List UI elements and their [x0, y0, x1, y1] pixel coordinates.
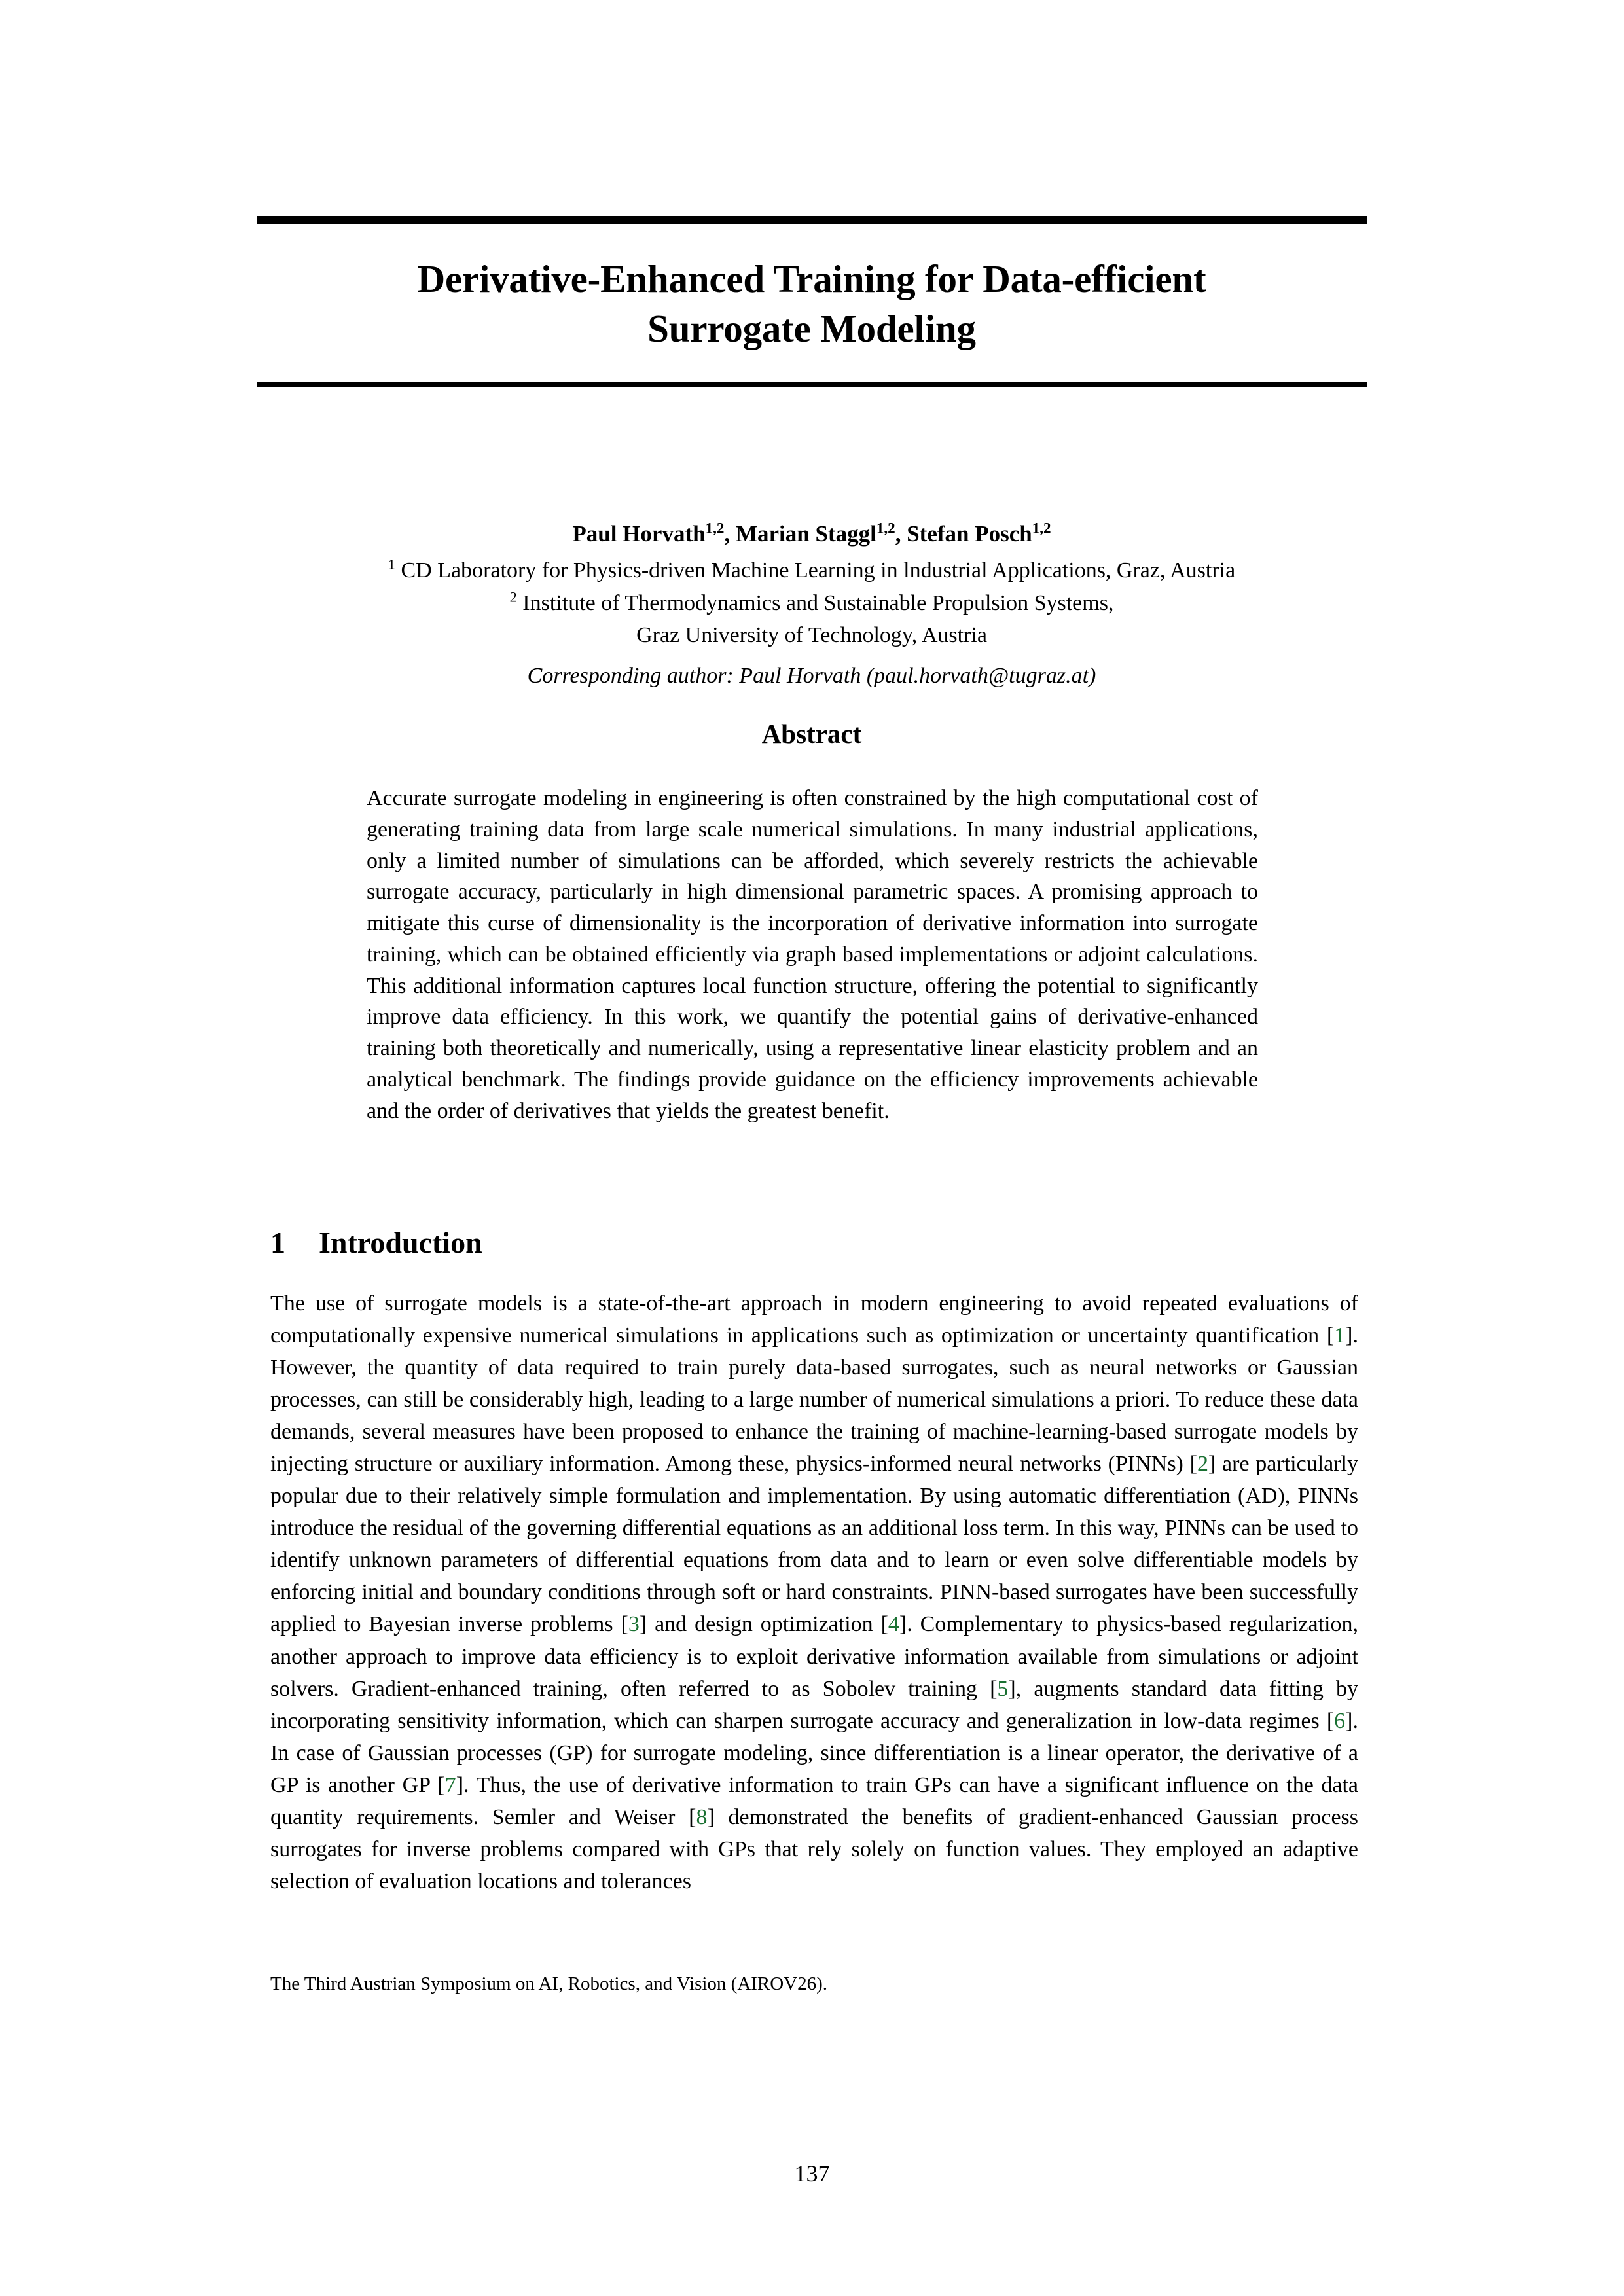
intro-text-d: ] and design optimization [: [639, 1612, 888, 1637]
author-name-3: Stefan Posch: [907, 521, 1032, 547]
citation-link-8[interactable]: 8: [696, 1804, 708, 1829]
author-sep-2: ,: [895, 521, 907, 547]
affiliation-3: [257, 619, 1367, 652]
section-heading-introduction: [270, 1225, 482, 1260]
title-block: [257, 216, 1367, 387]
corresponding-author: Corresponding author: Paul Horvath (paul.horvath@tugraz.at): [527, 663, 1096, 688]
citation-link-4[interactable]: 4: [888, 1612, 899, 1637]
citation-link-5[interactable]: 5: [997, 1676, 1009, 1701]
authors-block: [257, 517, 1367, 692]
top-rule-thick: [257, 216, 1367, 224]
intro-text-g: ]. In case of Gaussian processes (GP) for surrogate modeling, since differentiation is a linear operator, the derivative of a GP is another GP [: [270, 1708, 1358, 1797]
abstract-heading: Abstract: [761, 719, 862, 749]
abstract-body: Accurate surrogate modeling in engineering is often constrained by the high computational cost of generating training data from large scale numerical simulations. In many industrial applications, only a limited number of simulations can be afforded, which severely restricts the achievable surrogate accuracy, particularly in high dimensional parametric spaces. A promising approach to mitigate this curse of dimensionality is the incorporation of derivative information into surrogate training, which can be obtained efficiently via graph based implementations or adjoint calculations. This additional information captures local function structure, offering the potential to significantly improve data efficiency. In this work, we quantify the potential gains of derivative-enhanced training both theoretically and numerically, using a representative linear elasticity problem and an analytical benchmark. The findings provide guidance on the efficiency improvements achievable and the order of derivatives that yields the greatest benefit.: [367, 786, 1258, 1123]
citation-link-2[interactable]: 2: [1197, 1452, 1208, 1477]
title-rule-thin: [257, 382, 1367, 387]
author-name-1: Paul Horvath: [572, 521, 706, 547]
citation-link-6[interactable]: 6: [1334, 1708, 1346, 1733]
intro-text-a: The use of surrogate models is a state-of-the-art approach in modern engineering to avoid repeated evaluations of computationally expensive numerical simulations in applications such as optimization or uncertainty quantification [: [270, 1291, 1358, 1348]
citation-link-1[interactable]: 1: [1334, 1323, 1346, 1348]
citation-link-7[interactable]: 7: [444, 1772, 456, 1797]
intro-text-i: ] demonstrated the benefits of gradient-enhanced Gaussian process surrogates for inverse problems compared with GPs that rely solely on function values. They employed an adaptive selection of evaluation locations and tolerances: [270, 1804, 1358, 1893]
intro-text-b: ]. However, the quantity of data required to train purely data-based surrogates, such as neural networks or Gaussian processes, can still be considerably high, leading to a large number of numerical simulations a priori. To reduce these data demands, several measures have been proposed to enhance the training of machine-learning-based surrogate models by injecting structure or auxiliary information. Among these, physics-informed neural networks (PINNs) [: [270, 1323, 1358, 1477]
introduction-paragraph: [270, 1287, 1358, 1897]
affiliation-mark-2: 2: [509, 588, 517, 605]
author-name-2: Marian Staggl: [735, 521, 876, 547]
intro-text-f: ], augments standard data fitting by incorporating sensitivity information, which can sharpen surrogate accuracy and generalization in low-data regimes [: [270, 1676, 1358, 1733]
affiliation-2: [257, 587, 1367, 620]
footnote-conference: The Third Austrian Symposium on AI, Robotics, and Vision (AIROV26).: [270, 1973, 828, 1994]
author-affil-mark-1: 1,2: [705, 519, 725, 537]
title-line-2: Surrogate Modeling: [647, 306, 976, 350]
title-line-1: Derivative-Enhanced Training for Data-efficient: [417, 257, 1206, 300]
intro-text-e: ]. Complementary to physics-based regularization, another approach to improve data efficiency is to exploit derivative information available from simulations or adjoint solvers. Gradient-enhanced training, often referred to as Sobolev training [: [270, 1612, 1358, 1701]
section-title: Introduction: [319, 1226, 482, 1259]
citation-link-3[interactable]: 3: [628, 1612, 640, 1637]
intro-text-c: ] are particularly popular due to their relatively simple formulation and implementation. By using automatic differentiation (AD), PINNs introduce the residual of the governing differential equations as an additional loss term. In this way, PINNs can be used to identify unknown parameters of differential equations from data and to learn or even solve differentiable models by enforcing initial and boundary conditions through soft or hard constraints. PINN-based surrogates have been successfully applied to Bayesian inverse problems [: [270, 1452, 1359, 1637]
affiliation-text-3: Graz University of Technology, Austria: [636, 623, 987, 648]
affiliation-text-2: Institute of Thermodynamics and Sustainable Propulsion Systems,: [522, 590, 1114, 615]
page-number: 137: [794, 2161, 830, 2187]
intro-text-h: ]. Thus, the use of derivative information to train GPs can have a significant influence on the data quantity requirements. Semler and Weiser [: [270, 1772, 1358, 1829]
author-sep-1: ,: [724, 521, 736, 547]
author-affil-mark-3: 1,2: [1032, 519, 1051, 537]
section-number: 1: [270, 1226, 285, 1259]
page-title: [257, 255, 1367, 353]
author-affil-mark-2: 1,2: [876, 519, 895, 537]
author-names: [257, 517, 1367, 550]
affiliation-1: [257, 554, 1367, 587]
affiliation-mark-1: 1: [388, 556, 395, 573]
affiliation-text-1: CD Laboratory for Physics-driven Machine Learning in lndustrial Applications, Graz, Austria: [401, 558, 1236, 583]
